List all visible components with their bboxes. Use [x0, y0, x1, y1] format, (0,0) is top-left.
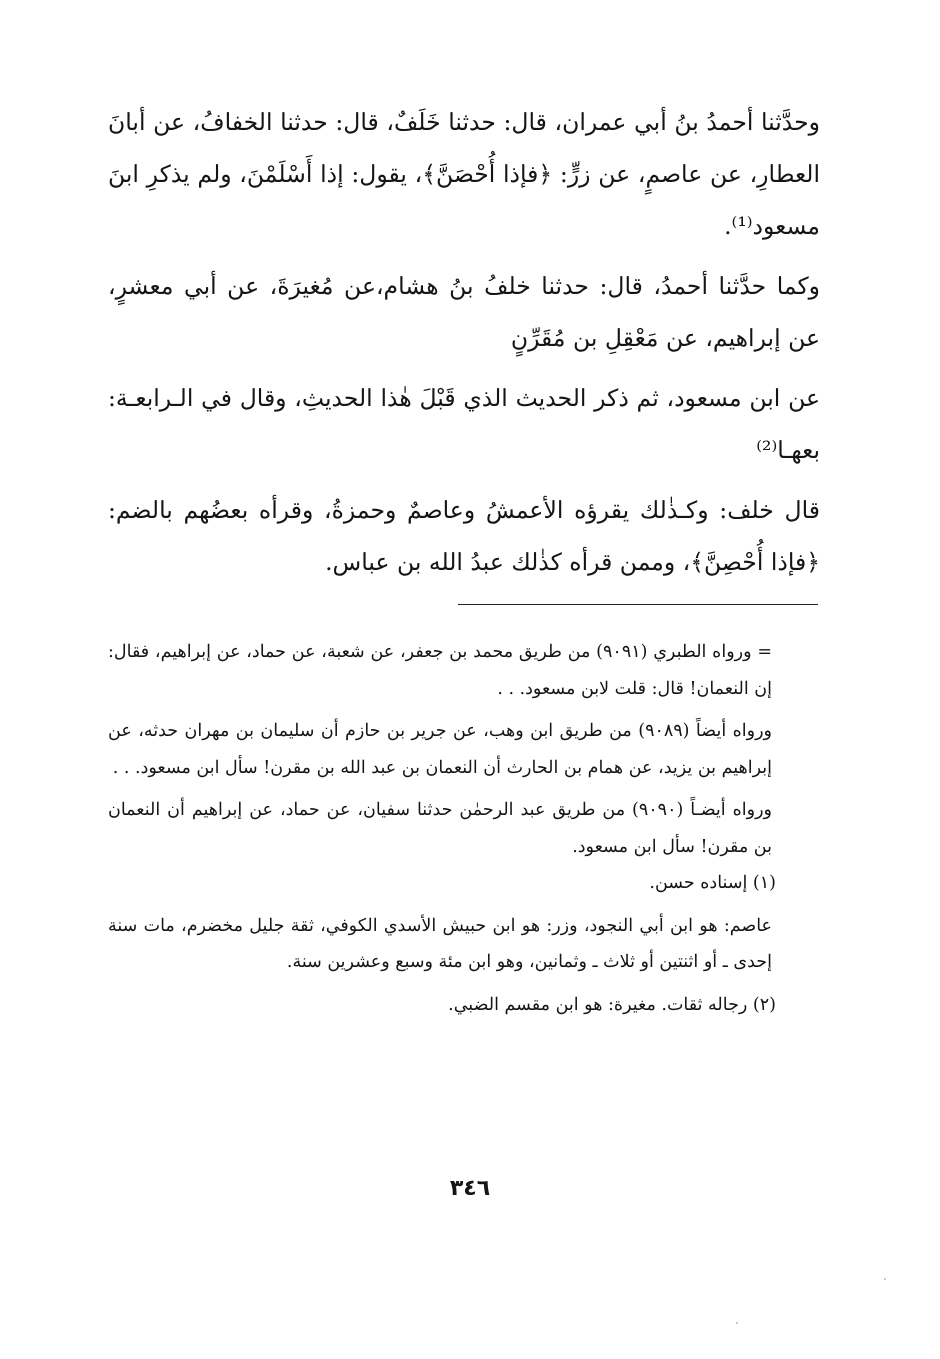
main-text: [108, 96, 820, 588]
scan-speck: [884, 1278, 886, 1280]
page-number: ٣٤٦: [449, 1176, 491, 1201]
footnote-1: (١) إسناده حسن.: [649, 873, 776, 893]
footnote-separator: [458, 604, 818, 605]
footnote-paragraph: ورواه أيضـاً (٩٠٩٠) من طريق عبد الرحمٰن حدثنا سفيان، عن حماد، عن إبراهيم أن النعمان بن مقرن! سأل ابن مسعود.: [108, 800, 772, 857]
footnote-continuation: = ورواه الطبري (٩٠٩١) من طريق محمد بن جعفر، عن شعبة، عن حماد، عن إبراهيم، فقال: إن النعمان! قال: قلت لابن مسعود. . .: [108, 642, 772, 699]
footnote-1-text: عاصم: هو ابن أبي النجود، وزر: هو ابن حبيش الأسدي الكوفي، ثقة جليل مخضرم، مات سنة إحدى ـ أو اثنتين أو ثلاث ـ وثمانين، وهو ابن مئة وسبع وعشرين سنة.: [108, 915, 772, 972]
footnote-2: (٢) رجاله ثقات. مغيرة: هو ابن مقسم الضبي.: [448, 994, 776, 1015]
scan-speck: [736, 1322, 738, 1324]
paragraph: وحدَّثنا أحمدُ بنُ أبي عمران، قال: حدثنا خَلَفٌ، قال: حدثنا الخفافُ، عن أبانَ العطارِ، عن عاصمٍ، عن زرٍّ: ﴿فإذا أُحْصَنَّ﴾، يقول: إذا أَسْلَمْنَ، ولم يذكرِ ابنَ مسعود⁽¹⁾.: [108, 108, 820, 240]
paragraph: عن ابن مسعود، ثم ذكر الحديث الذي قَبْلَ هٰذا الحديثِ، وقال في الـرابعـة: بعهـا⁽²⁾: [108, 384, 820, 464]
footnotes: [108, 634, 820, 1023]
footnote-paragraph: ورواه أيضاً (٩٠٨٩) من طريق ابن وهب، عن جرير بن حازم أن سليمان بن مهران حدثه، عن إبراهيم بن يزيد، عن همام بن الحارث أن النعمان بن عبد الله بن مقرن! سأل ابن مسعود. . .: [108, 721, 772, 778]
paragraph: وكما حدَّثنا أحمدُ، قال: حدثنا خلفُ بنُ هشام،عن مُغيرَةَ، عن أبي معشرٍ، عن إبراهيم، عن مَعْقِلِ بن مُقَرِّنٍ: [108, 272, 820, 352]
paragraph: قال خلف: وكـذٰلك يقرؤه الأعمشُ وعاصمٌ وحمزةُ، وقرأه بعضُهم بالضم: ﴿فإذا أُحْصِنَّ﴾، وممن قرأه كذٰلك عبدُ الله بن عباس.: [108, 496, 820, 576]
